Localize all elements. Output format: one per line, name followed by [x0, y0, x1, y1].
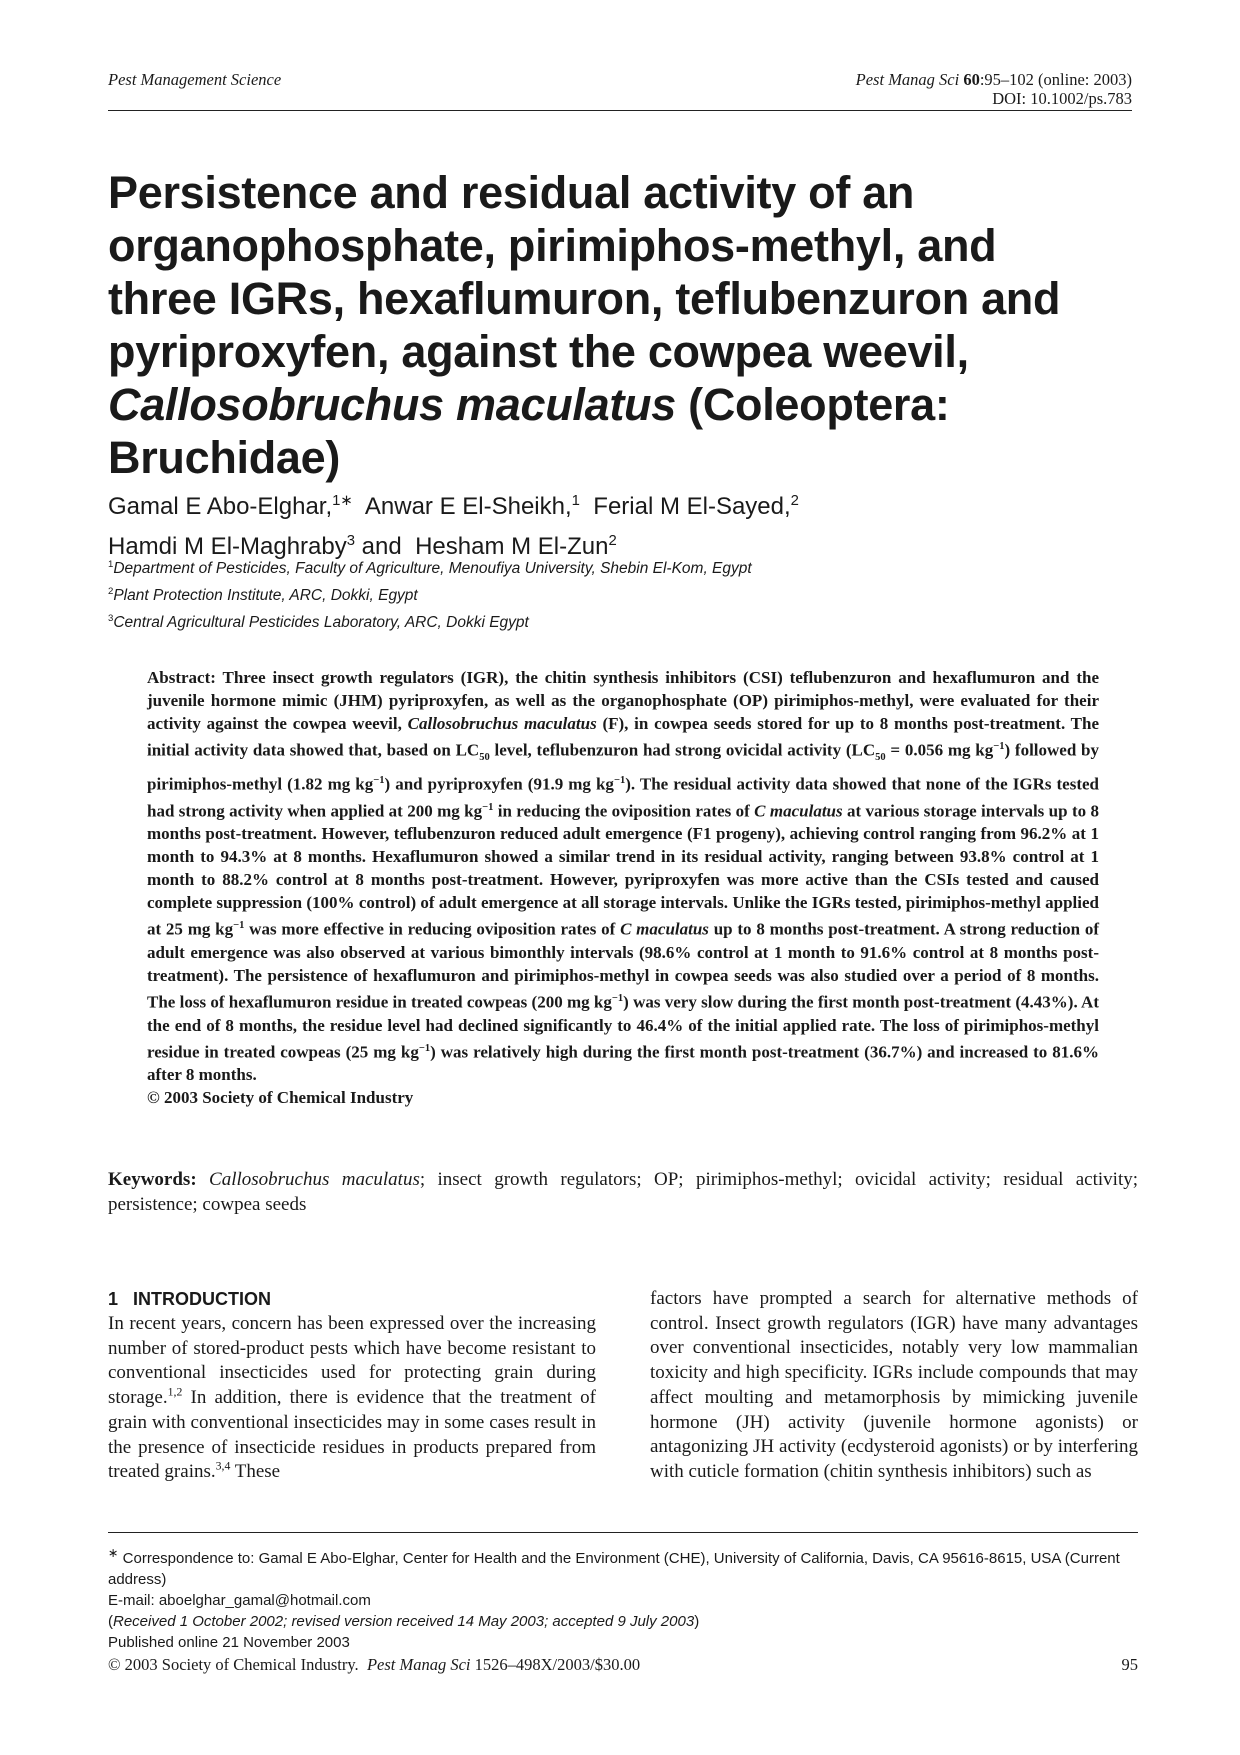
keywords-label: Keywords: [108, 1169, 197, 1190]
author-affil-sup: 2 [608, 533, 617, 549]
author-conjunction: and [355, 533, 409, 560]
citation-volume: 60 [963, 70, 980, 89]
abstract: Abstract: Three insect growth regulators (IGR), the chitin synthesis inhibitors (CSI) teflubenzuron and hexaflumuron and the juvenile hormone mimic (JHM) pyriproxyfen, as well as the organophosphate (OP) pirimiphos-methyl, were evaluated for their activity against the cowpea weevil, Callosobruchus maculatus (F), in cowpea seeds stored for up to 8 months post-treatment. The initial activity data showed that, based on $LC_{50}$ level, teflubenzuron had strong ovicidal activity ($LC_{50} = 0.056$ mg $kg^{-1}$) followed by pirimiphos-methyl (1.82 mg $kg^{-1}$) and pyriproxyfen (91.9 mg $kg^{-1}$). The residual activity data showed that none of the IGRs tested had strong activity when applied at 200 mg $kg^{-1}$ in reducing the oviposition rates of C maculatus at various storage intervals up to 8 months post-treatment. However, teflubenzuron reduced adult emergence (F1 progeny), achieving control ranging from 96.2% at 1 month to 94.3% at 8 months. Hexaflumuron showed a similar trend in its residual activity, ranging between 93.8% control at 1 month to 88.2% control at 8 months post-treatment. However, pyriproxyfen was more active than the CSIs tested and caused complete suppression (100% control) of adult emergence at all storage intervals. Unlike the IGRs tested, pirimiphos-methyl applied at 25 mg $kg^{-1}$ was more effective in reducing oviposition rates of C maculatus up to 8 months post-treatment. A strong reduction of adult emergence was also observed at various bimonthly intervals (98.6% control at 1 month to 91.6% control at 8 months post-treatment). The persistence of hexaflumuron and pirimiphos-methyl in cowpea seeds was also studied over a period of 8 months. The loss of hexaflumuron residue in treated cowpeas (200 mg $kg^{-1}$) was very slow during the first month post-treatment (4.43%). At the end of 8 months, the residue level had declined significantly to 46.4% of the initial applied rate. The loss of pirimiphos-methyl residue in treated cowpeas (25 mg $kg^{-1}$) was relatively high during the first month post-treatment (36.7%) and increased to 81.6% after 8 months. © 2003 Society of Chemical Industry [147, 668, 1100, 1108]
author: Ferial M El-Sayed, [593, 493, 791, 520]
title-species: Callosobruchus maculatus [108, 379, 676, 430]
affiliation: $^2$Plant Protection Institute, ARC, Dokki, Egypt [108, 586, 418, 605]
footer-journal: Pest Manag Sci [366, 1655, 471, 1674]
author-affil-sup: 1 [571, 493, 580, 509]
citation-ref: 1,2 [167, 1385, 183, 1399]
author-list [108, 484, 1128, 564]
author-affil-sup: 2 [790, 493, 799, 509]
received-dates: (Received 1 October 2002; revised version received 14 May 2003; accepted 9 July 2003) [108, 1613, 700, 1630]
page-number: 95 [1121, 1655, 1138, 1674]
footer-issn: 1526–498X/2003/$30.00 [470, 1655, 641, 1674]
intro-paragraph-continued: factors have prompted a search for alternative methods of control. Insect growth regulators (IGR) have many advantages over conventional insecticides, notably very low mammalian toxicity and high specificity. IGRs include compounds that may affect moulting and metamorphosis by mimicking juvenile hormone (JH) activity (juvenile hormone agonists) or antagonizing JH activity (ecdysteroid agonists) or by interfering with cuticle formation (chitin synthesis inhibitors) such as [650, 1288, 1138, 1482]
keywords-list: ; insect growth regulators; OP; pirimiphos-methyl; ovicidal activity; residual activity; persistence; cowpea seeds [108, 1169, 1139, 1215]
author: Gamal E Abo-Elghar, [108, 493, 333, 520]
footnotes [108, 1532, 1138, 1653]
citation-block [856, 70, 1132, 108]
published-online: Published online 21 November 2003 [108, 1634, 350, 1651]
title-line: organophosphate, pirimiphos-methyl, and [108, 220, 997, 271]
author: Anwar E El-Sheikh, [364, 493, 572, 520]
page-footer [108, 1655, 1138, 1675]
keyword-species: Callosobruchus maculatus [209, 1169, 420, 1190]
citation-abbrev: Pest Manag Sci [855, 70, 960, 89]
correspondence: ∗ Correspondence to: Gamal E Abo-Elghar, Center for Health and the Environment (CHE), University of California, Davis, CA 95616-8615, USA (Current address) [108, 1546, 1120, 1588]
keywords [108, 1167, 1138, 1217]
affiliation: $^1$Department of Pesticides, Faculty of Agriculture, Menoufiya University, Shebin El-Kom, Egypt [108, 559, 752, 578]
affiliations [108, 553, 1128, 634]
journal-name: Pest Management Science [108, 70, 282, 89]
article-title [108, 166, 1138, 484]
abstract-species: Callosobruchus maculatus [407, 714, 597, 733]
intro-these: These [230, 1461, 281, 1483]
author: Hesham M El-Zun [415, 533, 609, 560]
citation-ref: 3,4 [215, 1459, 231, 1473]
email: E-mail: aboelghar_gamal@hotmail.com [108, 1592, 371, 1609]
running-header [108, 66, 1132, 111]
author-affil-sup: 3 [346, 533, 356, 549]
footer-copyright: © 2003 Society of Chemical Industry. [108, 1655, 359, 1674]
author: Hamdi M El-Maghraby [108, 533, 347, 560]
title-line: pyriproxyfen, against the cowpea weevil, [108, 326, 969, 377]
affiliation: $^3$Central Agricultural Pesticides Laboratory, ARC, Dokki Egypt [108, 613, 529, 632]
citation-pages: :95–102 (online: 2003) [979, 70, 1132, 89]
title-line: (Coleoptera: [675, 379, 950, 430]
intro-column-left [108, 1287, 596, 1485]
abstract-label: Abstract: [147, 668, 216, 687]
intro-column-right [650, 1287, 1138, 1485]
title-line: Persistence and residual activity of an [108, 167, 915, 218]
doi: DOI: 10.1002/ps.783 [992, 89, 1132, 108]
abstract-copyright: © 2003 Society of Chemical Industry [147, 1088, 414, 1108]
author-affil-sup: 1∗ [332, 493, 353, 509]
section-heading: 1 INTRODUCTION [108, 1289, 272, 1309]
intro-paragraph: In recent years, concern has been expressed over the increasing number of stored-product pests which have become resistant to conventional insecticides used for protecting grain during storage.$^{1,2}$ In addition, there is evidence that the treatment of grain with conventional insecticides may in some cases result in the presence of insecticide residues in products prepared from treated grains.$^{3,4}$ These [108, 1313, 596, 1483]
title-line: Bruchidae) [108, 432, 341, 483]
title-line: three IGRs, hexaflumuron, teflubenzuron and [108, 273, 1061, 324]
